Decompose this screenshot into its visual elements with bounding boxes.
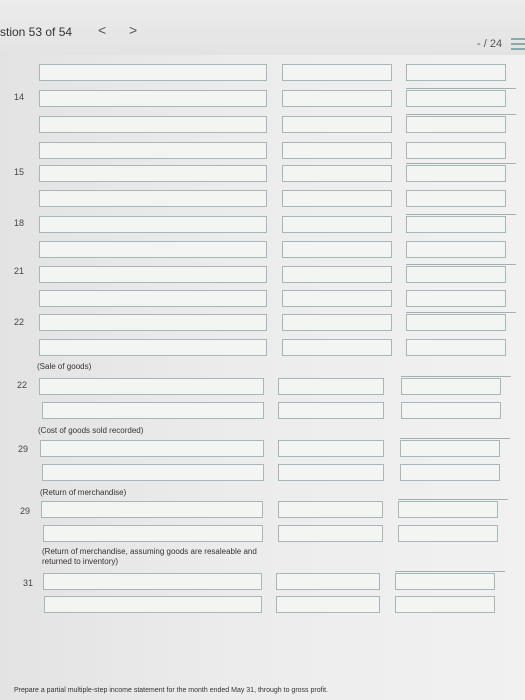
credit-input[interactable] xyxy=(400,464,500,481)
entry-date: 18 xyxy=(14,218,25,228)
account-input[interactable] xyxy=(39,190,267,207)
rule-line xyxy=(398,499,508,500)
entry-date: 21 xyxy=(14,266,25,276)
rule-line xyxy=(406,114,516,115)
debit-input[interactable] xyxy=(282,266,392,283)
account-input[interactable] xyxy=(42,402,264,419)
credit-input[interactable] xyxy=(395,596,495,613)
account-input[interactable] xyxy=(39,241,267,258)
question-header xyxy=(0,0,525,61)
account-input[interactable] xyxy=(42,464,264,481)
debit-input[interactable] xyxy=(278,501,383,518)
credit-input[interactable] xyxy=(406,314,506,331)
debit-input[interactable] xyxy=(282,90,392,107)
rule-line xyxy=(401,376,511,377)
credit-input[interactable] xyxy=(406,90,506,107)
debit-input[interactable] xyxy=(282,116,392,133)
entry-date: 15 xyxy=(14,167,25,177)
account-input[interactable] xyxy=(41,501,263,518)
question-counter: stion 53 of 54 xyxy=(0,25,73,39)
credit-input[interactable] xyxy=(398,525,498,542)
credit-input[interactable] xyxy=(406,142,506,159)
account-input[interactable] xyxy=(39,314,267,331)
credit-input[interactable] xyxy=(395,573,495,590)
entry-description: (Sale of goods) xyxy=(37,362,92,371)
debit-input[interactable] xyxy=(282,190,392,207)
debit-input[interactable] xyxy=(282,142,392,159)
debit-input[interactable] xyxy=(282,339,392,356)
debit-input[interactable] xyxy=(282,314,392,331)
account-input[interactable] xyxy=(39,64,267,81)
debit-input[interactable] xyxy=(282,241,392,258)
account-input[interactable] xyxy=(39,165,267,182)
account-input[interactable] xyxy=(39,339,267,356)
account-input[interactable] xyxy=(40,440,264,457)
rule-line xyxy=(406,214,516,215)
account-input[interactable] xyxy=(43,525,263,542)
account-input[interactable] xyxy=(39,290,267,307)
entry-date: 22 xyxy=(17,380,28,390)
entry-description: (Cost of goods sold recorded) xyxy=(38,426,144,435)
credit-input[interactable] xyxy=(406,165,506,182)
list-menu-icon[interactable] xyxy=(511,38,525,50)
account-input[interactable] xyxy=(39,378,264,395)
entry-date: 29 xyxy=(20,506,31,516)
rule-line xyxy=(406,312,516,313)
credit-input[interactable] xyxy=(406,190,506,207)
account-input[interactable] xyxy=(39,216,267,233)
credit-input[interactable] xyxy=(406,266,506,283)
credit-input[interactable] xyxy=(406,116,506,133)
credit-input[interactable] xyxy=(401,402,501,419)
account-input[interactable] xyxy=(39,142,267,159)
debit-input[interactable] xyxy=(278,525,383,542)
score-display: - / 24 xyxy=(477,38,503,50)
debit-input[interactable] xyxy=(282,64,392,81)
debit-input[interactable] xyxy=(282,165,392,182)
debit-input[interactable] xyxy=(278,402,384,419)
entry-date: 29 xyxy=(18,444,29,454)
account-input[interactable] xyxy=(39,90,267,107)
entry-date: 31 xyxy=(23,578,34,588)
rule-line xyxy=(395,571,505,572)
rule-line xyxy=(406,264,516,265)
credit-input[interactable] xyxy=(401,378,501,395)
debit-input[interactable] xyxy=(276,596,380,613)
rule-line xyxy=(406,88,516,89)
account-input[interactable] xyxy=(39,116,267,133)
debit-input[interactable] xyxy=(278,440,384,457)
account-input[interactable] xyxy=(43,573,262,590)
account-input[interactable] xyxy=(44,596,262,613)
debit-input[interactable] xyxy=(282,290,392,307)
instruction-text: Prepare a partial multiple-step income statement for the month ended May 31, through to gross profit. xyxy=(14,687,328,694)
credit-input[interactable] xyxy=(406,339,506,356)
credit-input[interactable] xyxy=(406,64,506,81)
entry-date: 22 xyxy=(14,317,25,327)
debit-input[interactable] xyxy=(278,378,384,395)
credit-input[interactable] xyxy=(406,241,506,258)
prev-question-button[interactable]: < xyxy=(98,22,107,38)
credit-input[interactable] xyxy=(406,216,506,233)
debit-input[interactable] xyxy=(282,216,392,233)
entry-date: 14 xyxy=(14,92,25,102)
rule-line xyxy=(406,163,516,164)
next-question-button[interactable]: > xyxy=(129,22,138,38)
debit-input[interactable] xyxy=(276,573,380,590)
entry-description: (Return of merchandise, assuming goods are resaleable and returned to inventory) xyxy=(42,547,257,566)
credit-input[interactable] xyxy=(398,501,498,518)
account-input[interactable] xyxy=(39,266,267,283)
credit-input[interactable] xyxy=(400,440,500,457)
rule-line xyxy=(400,438,510,439)
credit-input[interactable] xyxy=(406,290,506,307)
entry-description: (Return of merchandise) xyxy=(40,488,127,497)
debit-input[interactable] xyxy=(278,464,384,481)
